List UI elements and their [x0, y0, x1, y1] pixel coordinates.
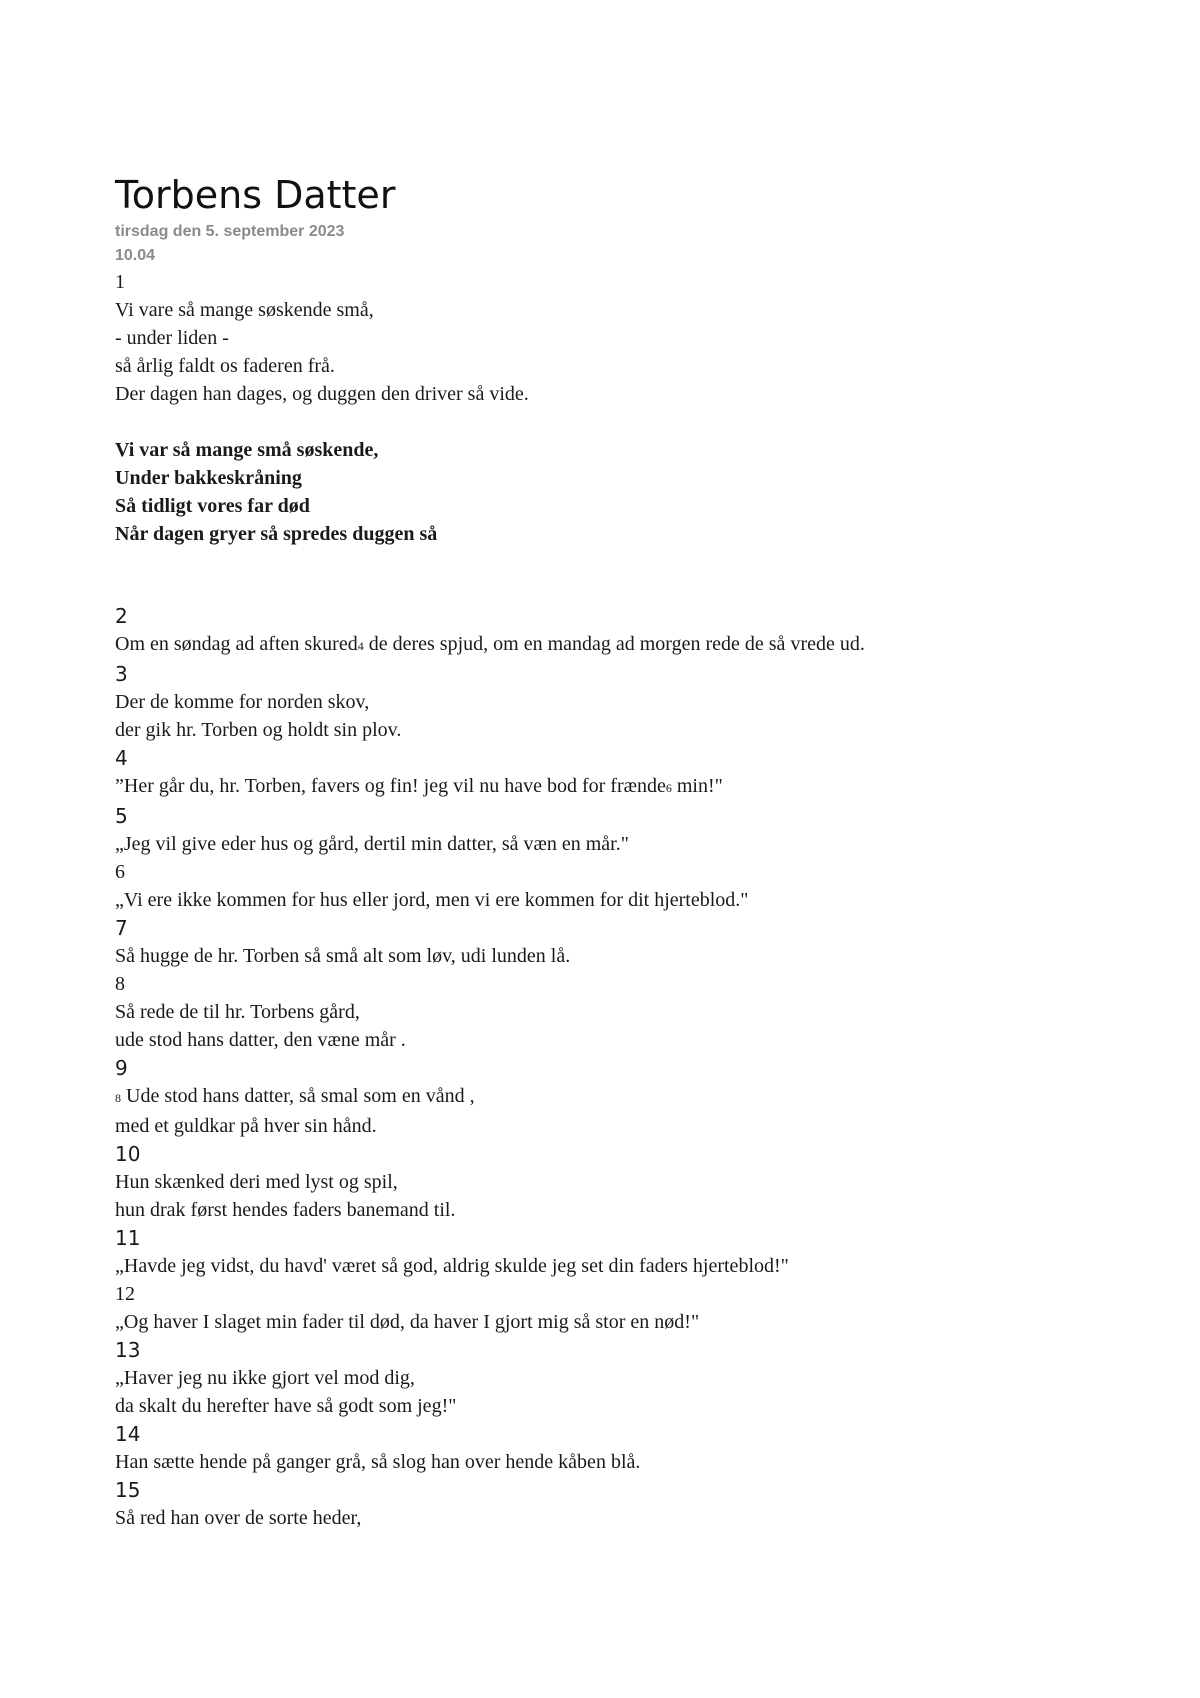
note-date: tirsdag den 5. september 2023 — [115, 223, 345, 240]
verse-line: Der de komme for norden skov, — [115, 691, 370, 713]
verse-number: 4 — [115, 746, 128, 770]
verse-line: „Vi ere ikke kommen for hus eller jord, men vi ere kommen for dit hjerteblod." — [115, 889, 749, 911]
note-body — [115, 268, 1115, 1532]
verse-number: 7 — [115, 916, 128, 940]
translation-line: Vi var så mange små søskende, — [115, 439, 379, 461]
verse-number: 13 — [115, 1338, 141, 1362]
verse-number: 11 — [115, 1226, 141, 1250]
verse-number: 6 — [115, 861, 125, 883]
verse-number: 14 — [115, 1422, 141, 1446]
verse-number: 9 — [115, 1056, 128, 1080]
verse-line: Vi vare så mange søskende små, — [115, 299, 374, 321]
verse-number: 1 — [115, 271, 125, 293]
verse-number: 10 — [115, 1142, 141, 1166]
verse-line: Så rede de til hr. Torbens gård, — [115, 1001, 360, 1023]
footnote-marker[interactable]: 8 — [115, 1091, 121, 1105]
verse-number: 3 — [115, 662, 128, 686]
translation-line: Når dagen gryer så spredes duggen så — [115, 523, 438, 545]
verse-line: „Jeg vil give eder hus og gård, dertil min datter, så væn en mår." — [115, 833, 629, 855]
footnote-marker[interactable]: 6 — [665, 781, 672, 795]
verse-line: så årlig faldt os faderen frå. — [115, 355, 335, 377]
verse-line: - under liden - — [115, 327, 229, 349]
verse-line: ”Her går du, hr. Torben, favers og fin! jeg vil nu have bod for frænde6 min!" — [115, 775, 723, 797]
verse-line: ude stod hans datter, den væne mår . — [115, 1029, 406, 1051]
verse-line: Så hugge de hr. Torben så små alt som løv, udi lunden lå. — [115, 945, 571, 967]
verse-line: „Haver jeg nu ikke gjort vel mod dig, — [115, 1367, 415, 1389]
verse-line: Om en søndag ad aften skured4 de deres spjud, om en mandag ad morgen rede de så vrede ud. — [115, 633, 865, 655]
verse-line: hun drak først hendes faders banemand til. — [115, 1199, 456, 1221]
verse-number: 12 — [115, 1283, 135, 1305]
verse-line: Han sætte hende på ganger grå, så slog han over hende kåben blå. — [115, 1451, 641, 1473]
verse-number: 15 — [115, 1478, 141, 1502]
verse-line: da skalt du herefter have så godt som jeg!" — [115, 1395, 457, 1417]
verse-number: 8 — [115, 973, 125, 995]
verse-line: der gik hr. Torben og holdt sin plov. — [115, 719, 402, 741]
verse-line: Så red han over de sorte heder, — [115, 1507, 362, 1529]
verse-line: 8 Ude stod hans datter, så smal som en vånd , — [115, 1085, 475, 1107]
translation-line: Under bakkeskråning — [115, 467, 302, 489]
note-page — [115, 172, 1115, 1532]
page-title: Torbens Datter — [115, 173, 396, 217]
verse-line: „Havde jeg vidst, du havd' været så god, aldrig skulde jeg set din faders hjerteblod!" — [115, 1255, 789, 1277]
verse-line: med et guldkar på hver sin hånd. — [115, 1115, 377, 1137]
translation-line: Så tidligt vores far død — [115, 495, 310, 517]
verse-line: Der dagen han dages, og duggen den driver så vide. — [115, 383, 529, 405]
note-time: 10.04 — [115, 247, 156, 264]
verse-number: 2 — [115, 604, 128, 628]
verse-number: 5 — [115, 804, 128, 828]
verse-line: „Og haver I slaget min fader til død, da haver I gjort mig så stor en nød!" — [115, 1311, 700, 1333]
verse-line: Hun skænked deri med lyst og spil, — [115, 1171, 398, 1193]
footnote-marker[interactable]: 4 — [357, 639, 364, 653]
